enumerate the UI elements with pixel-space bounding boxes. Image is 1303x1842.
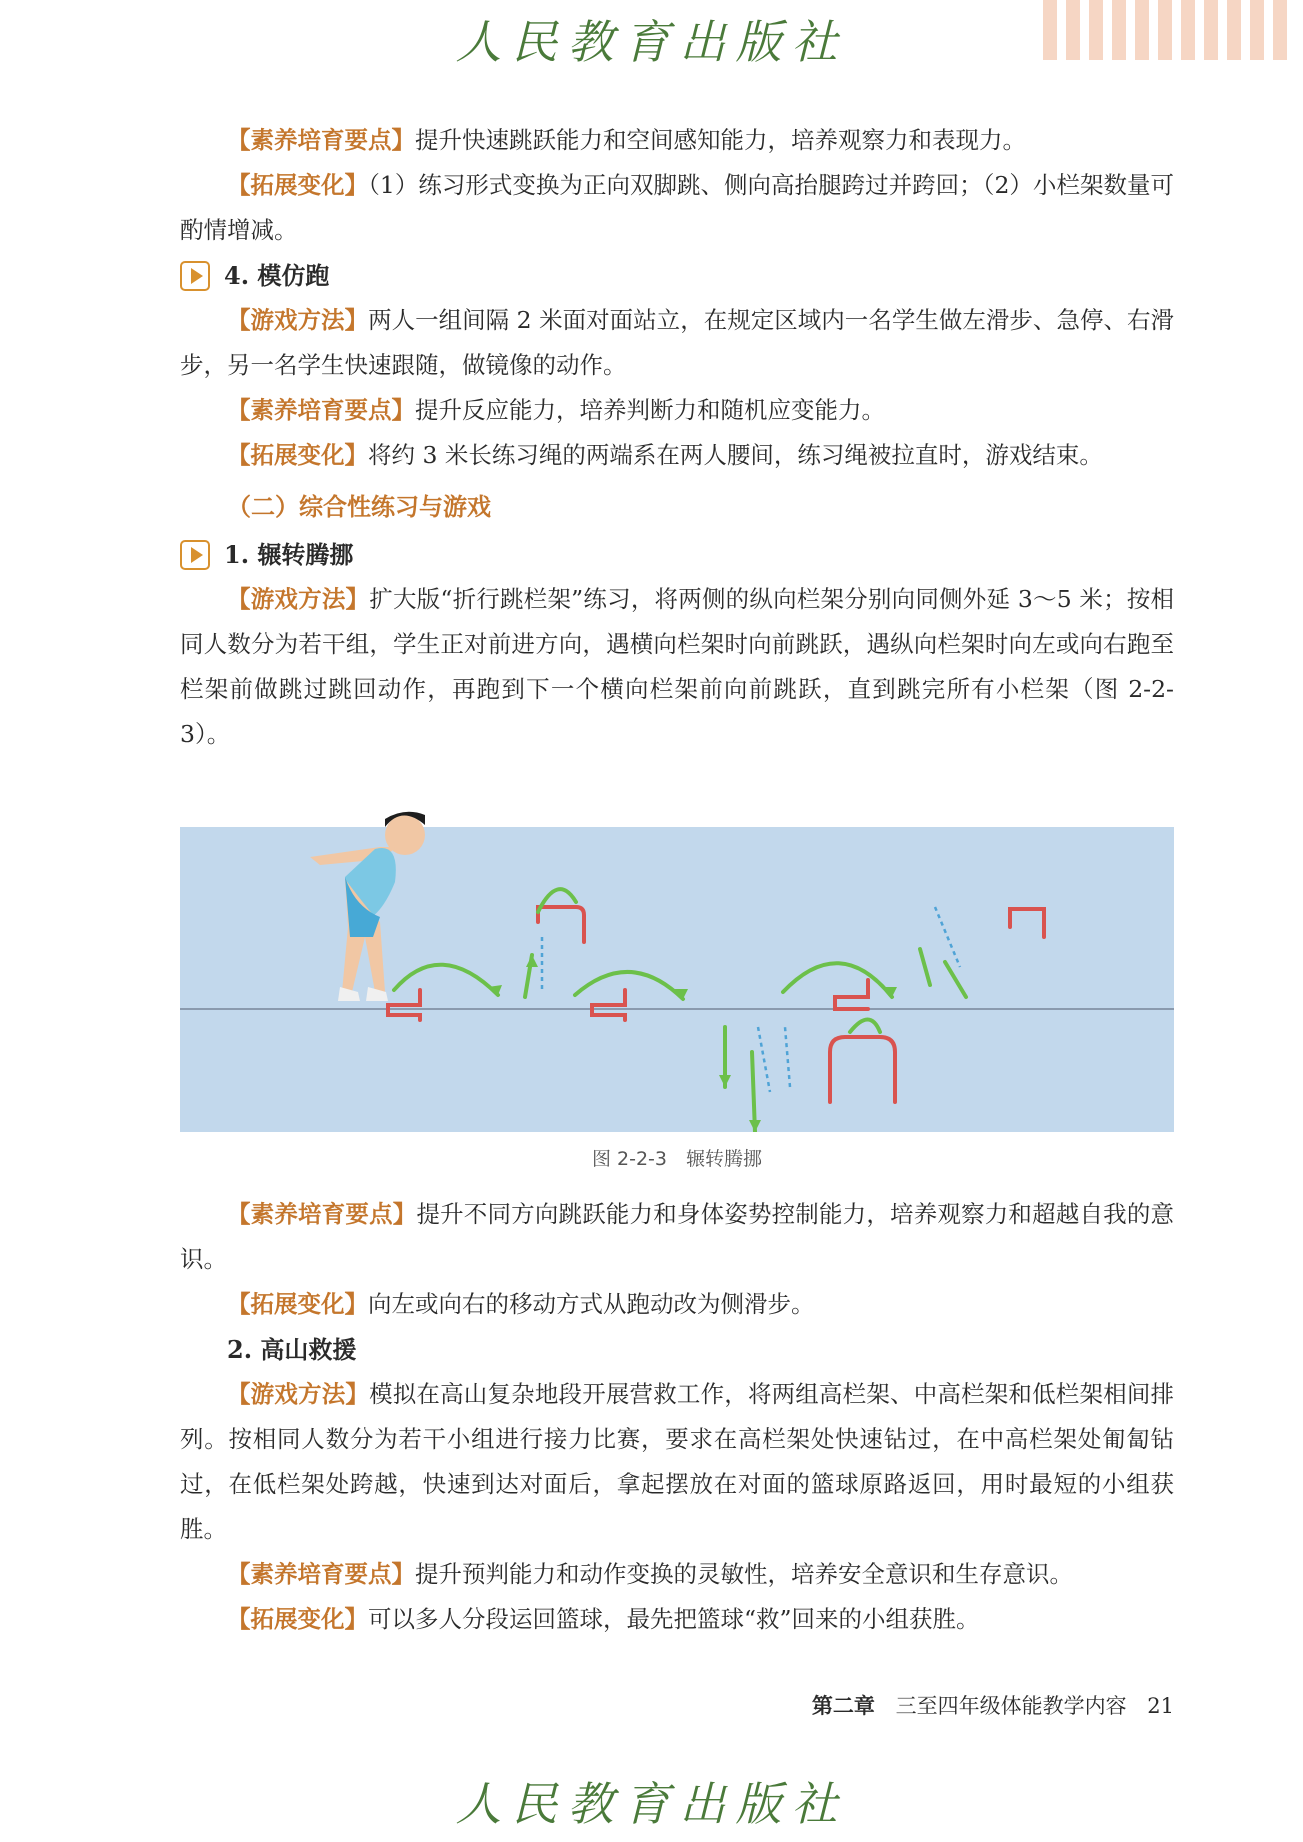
paragraph <box>180 1552 1174 1597</box>
paragraph <box>180 1282 1174 1327</box>
hurdle-diagram <box>180 787 1174 1132</box>
heading-text: 4. 模仿跑 <box>224 261 330 290</box>
paragraph-text: 可以多人分段运回篮球，最先把篮球“救”回来的小组获胜。 <box>368 1605 980 1633</box>
page-content <box>180 118 1174 1642</box>
tag-label: 【拓展变化】 <box>227 171 369 199</box>
tag-label: 【拓展变化】 <box>227 441 368 469</box>
paragraph <box>180 577 1174 757</box>
page-footer <box>180 1690 1174 1720</box>
paragraph <box>180 388 1174 433</box>
item-heading <box>180 1327 1174 1372</box>
paragraph-text: 扩大版“折行跳栏架”练习，将两侧的纵向栏架分别向同侧外延 3～5 米；按相同人数分为若干组，学生正对前进方向，遇横向栏架时向前跳跃，遇纵向栏架时向左或向右跑至栏架前做跳过跳回动作，再跑到下一个横向栏架前向前跳跃，直到跳完所有小栏架（图 2-2-3）。 <box>180 585 1174 748</box>
publisher-logo: 人民教育出版社 <box>455 15 848 69</box>
tag-label: 【素养培育要点】 <box>227 126 415 154</box>
tag-label: 【素养培育要点】 <box>227 396 415 424</box>
paragraph <box>180 1192 1174 1282</box>
paragraph-text: 将约 3 米长练习绳的两端系在两人腰间，练习绳被拉直时，游戏结束。 <box>368 441 1103 469</box>
paragraph <box>180 433 1174 478</box>
paragraph-text: 提升不同方向跳跃能力和身体姿势控制能力，培养观察力和超越自我的意识。 <box>180 1200 1175 1273</box>
publisher-logo-bottom: 人民教育出版社 <box>455 1777 848 1831</box>
paragraph <box>180 1597 1174 1642</box>
paragraph-text: （1）练习形式变换为正向双脚跳、侧向高抬腿跨过并跨回；（2）小栏架数量可酌情增减。 <box>180 171 1175 244</box>
tag-label: 【素养培育要点】 <box>227 1560 415 1588</box>
paragraph <box>180 163 1174 253</box>
heading-text: 2. 高山救援 <box>227 1335 357 1364</box>
tag-label: 【拓展变化】 <box>227 1290 368 1318</box>
paragraph-text: 提升快速跳跃能力和空间感知能力，培养观察力和表现力。 <box>415 126 1026 154</box>
footer-title: 三至四年级体能教学内容 <box>895 1694 1127 1718</box>
paragraph-text: 模拟在高山复杂地段开展营救工作，将两组高栏架、中高栏架和低栏架相间排列。按相同人数分为若干小组进行接力比赛，要求在高栏架处快速钻过，在中高栏架处匍匐钻过，在低栏架处跨越，快速到达对面后，拿起摆放在对面的篮球原路返回，用时最短的小组获胜。 <box>180 1380 1175 1543</box>
paragraph-text: 提升预判能力和动作变换的灵敏性，培养安全意识和生存意识。 <box>415 1560 1073 1588</box>
play-icon[interactable] <box>180 261 210 291</box>
tag-label: 【游戏方法】 <box>227 306 369 334</box>
paragraph-text: 向左或向右的移动方式从跑动改为侧滑步。 <box>368 1290 815 1318</box>
tag-label: 【游戏方法】 <box>227 1380 370 1408</box>
header-stripes <box>1038 0 1303 60</box>
paragraph <box>180 118 1174 163</box>
tag-label: 【拓展变化】 <box>227 1605 368 1633</box>
tag-label: 【素养培育要点】 <box>227 1200 417 1228</box>
paragraph <box>180 298 1174 388</box>
section-title: （二）综合性练习与游戏 <box>227 492 491 521</box>
figure-caption: 图 2-2-3 辗转腾挪 <box>591 1148 763 1170</box>
item-heading <box>180 532 1174 577</box>
tag-label: 【游戏方法】 <box>227 585 370 613</box>
footer-chapter: 第二章 <box>811 1693 875 1718</box>
item-heading <box>180 253 1174 298</box>
page-number: 21 <box>1147 1694 1174 1718</box>
heading-text: 1. 辗转腾挪 <box>224 540 354 569</box>
paragraph-text: 两人一组间隔 2 米面对面站立，在规定区域内一名学生做左滑步、急停、右滑步，另一名学生快速跟随，做镜像的动作。 <box>180 306 1175 379</box>
paragraph <box>180 1372 1174 1552</box>
paragraph-text: 提升反应能力，培养判断力和随机应变能力。 <box>415 396 885 424</box>
figure-illustration <box>180 827 1174 1132</box>
play-icon[interactable] <box>180 540 210 570</box>
